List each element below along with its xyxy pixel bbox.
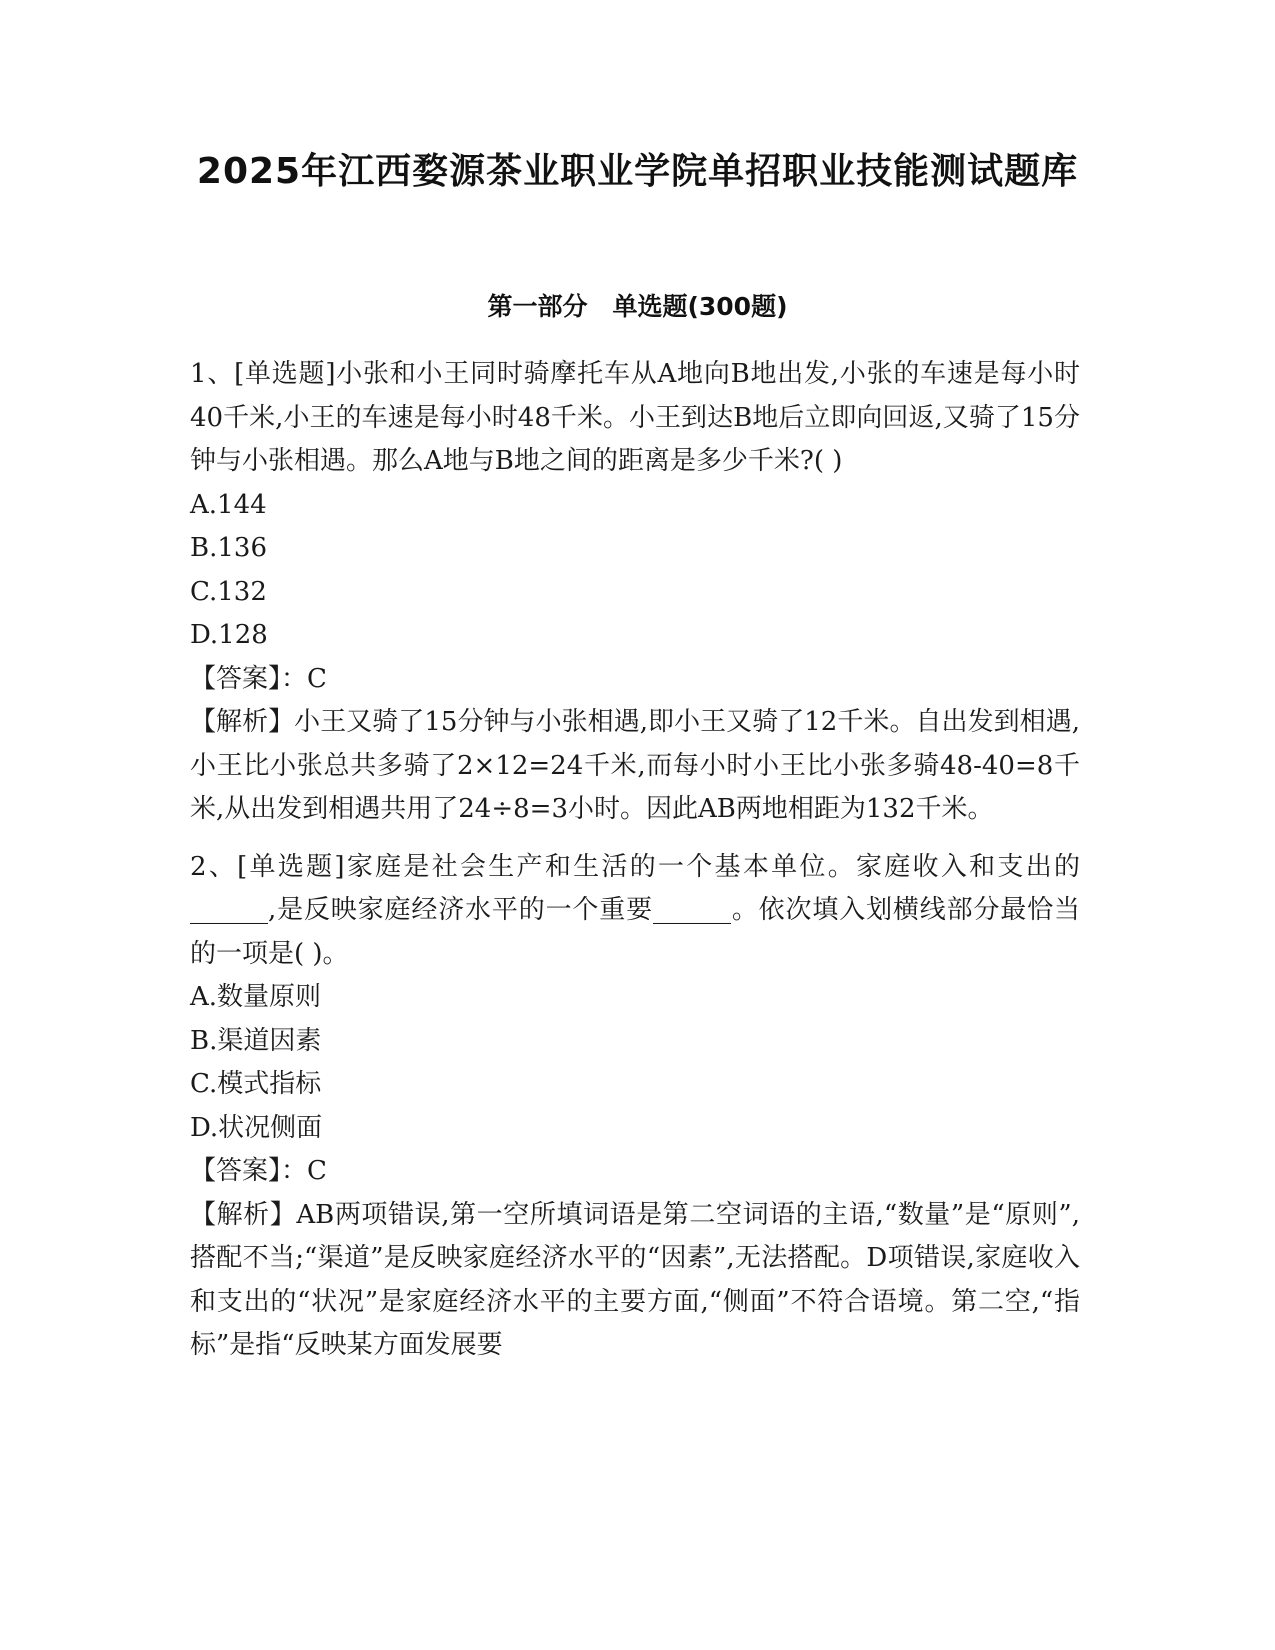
question-option-a: A.144	[190, 489, 267, 520]
question-option-c: C.模式指标	[190, 1069, 322, 1099]
question-option-b: B.渠道因素	[190, 1025, 322, 1056]
question-list	[190, 353, 1080, 1382]
question-item	[190, 846, 1080, 1368]
question-stem: 1、[单选题]小张和小王同时骑摩托车从A地向B地出发,小张的车速是每小时40千米,小王的车速是每小时48千米。小王到达B地后立即向回返,又骑了15分钟与小张相遇。那么A地与B地之间的距离是多少千米?( )	[190, 359, 1080, 476]
document-title: 2025年江西婺源茶业职业学院单招职业技能测试题库	[196, 151, 1079, 192]
question-answer: 【答案】：C	[190, 1156, 327, 1186]
question-stem: 2、[单选题]家庭是社会生产和生活的一个基本单位。家庭收入和支出的______,是反映家庭经济水平的一个重要______。依次填入划横线部分最恰当的一项是( )。	[190, 851, 1080, 969]
question-option-d: D.状况侧面	[190, 1112, 323, 1143]
question-option-d: D.128	[190, 620, 268, 650]
question-option-a: A.数量原则	[190, 982, 322, 1012]
question-answer: 【答案】：C	[190, 663, 327, 694]
question-option-c: C.132	[190, 576, 267, 607]
question-option-b: B.136	[190, 533, 267, 563]
question-analysis: 【解析】小王又骑了15分钟与小张相遇,即小王又骑了12千米。自出发到相遇,小王比小张总共多骑了2×12=24千米,而每小时小王比小张多骑48-40=8千米,从出发到相遇共用了24÷8=3小时。因此AB两地相距为132千米。	[190, 707, 1080, 824]
question-analysis: 【解析】AB两项错误,第一空所填词语是第二空词语的主语,“数量”是“原则”,搭配不当;“渠道”是反映家庭经济水平的“因素”,无法搭配。D项错误,家庭收入和支出的“状况”是家庭经济水平的主要方面,“侧面”不符合语境。第二空,“指标”是指“反映某方面发展要	[190, 1199, 1080, 1360]
question-item	[190, 353, 1080, 832]
section-heading: 第一部分 单选题(300题)	[487, 292, 788, 321]
